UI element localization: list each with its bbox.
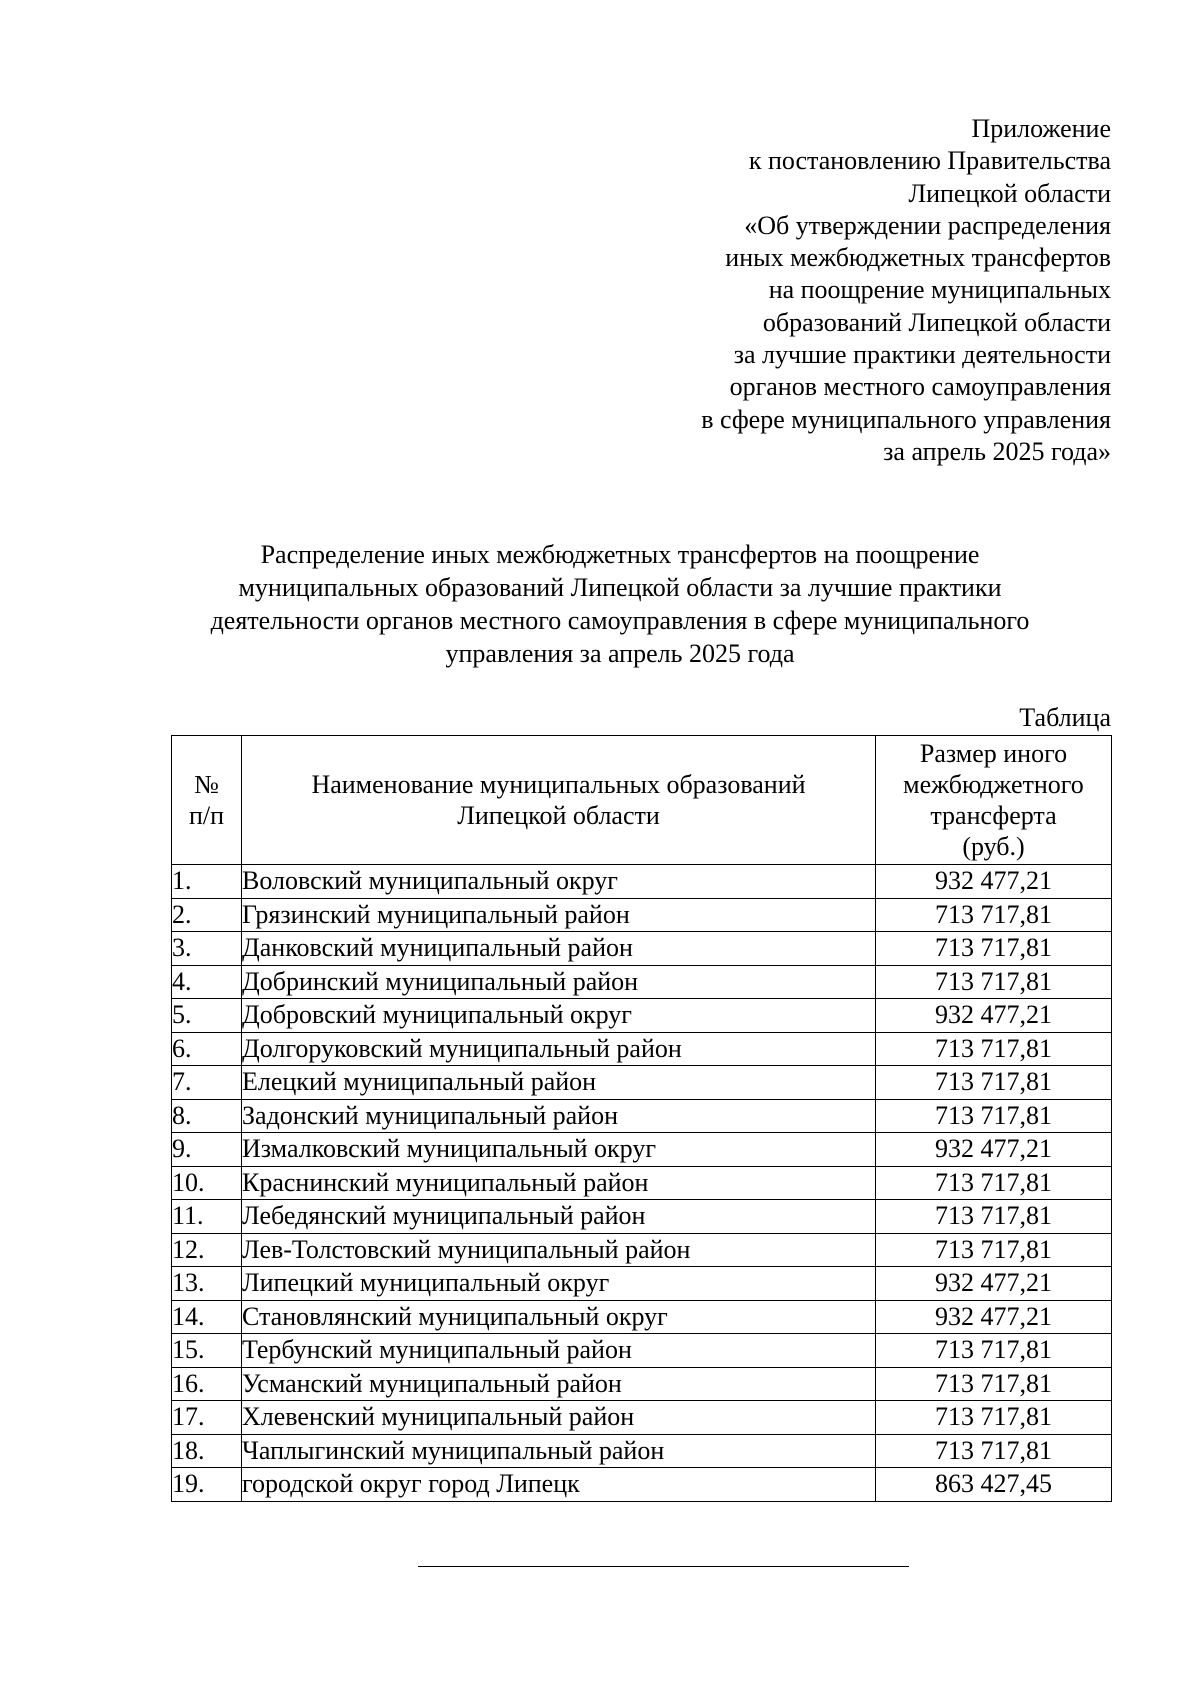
row-amount: 713 717,81: [876, 898, 1112, 932]
row-number: 18.: [172, 1434, 242, 1468]
table-row: [172, 898, 1112, 932]
row-name: Становлянский муниципальный округ: [242, 1300, 876, 1334]
table-label: Таблица: [1019, 703, 1111, 732]
row-name: Чаплыгинский муниципальный район: [242, 1434, 876, 1468]
table-row: [172, 865, 1112, 899]
row-number: 5.: [172, 999, 242, 1033]
title-line: муниципальных образований Липецкой области за лучшие практики: [238, 573, 1002, 602]
row-number: 19.: [172, 1468, 242, 1502]
row-amount: 713 717,81: [876, 1166, 1112, 1200]
row-number: 17.: [172, 1401, 242, 1435]
title-line: управления за апрель 2025 года: [445, 639, 795, 668]
row-number: 8.: [172, 1099, 242, 1133]
row-amount: 713 717,81: [876, 1032, 1112, 1066]
row-name: Долгоруковский муниципальный район: [242, 1032, 876, 1066]
row-amount: 713 717,81: [876, 1334, 1112, 1368]
table-row: [172, 1032, 1112, 1066]
table-row: [172, 1233, 1112, 1267]
table-row: [172, 1334, 1112, 1368]
header-name: Наименование муниципальных образований Липецкой области: [242, 736, 876, 865]
row-amount: 713 717,81: [876, 1434, 1112, 1468]
row-name: Задонский муниципальный район: [242, 1099, 876, 1133]
row-number: 10.: [172, 1166, 242, 1200]
row-name: Тербунский муниципальный район: [242, 1334, 876, 1368]
row-number: 11.: [172, 1200, 242, 1234]
row-name: городской округ город Липецк: [242, 1468, 876, 1502]
title-line: Распределение иных межбюджетных трансфертов на поощрение: [260, 540, 980, 569]
row-name: Лев-Толстовский муниципальный район: [242, 1233, 876, 1267]
row-name: Липецкий муниципальный округ: [242, 1267, 876, 1301]
table-row: [172, 932, 1112, 966]
table-row: [172, 1300, 1112, 1334]
annex-line: за апрель 2025 года»: [883, 436, 1111, 466]
row-amount: 932 477,21: [876, 999, 1112, 1033]
table-row: [172, 1200, 1112, 1234]
row-number: 7.: [172, 1066, 242, 1100]
annex-line: к постановлению Правительства: [748, 146, 1111, 176]
annex-line: «Об утверждении распределения: [744, 210, 1111, 240]
table-row: [172, 1133, 1112, 1167]
table-row: [172, 1099, 1112, 1133]
row-amount: 863 427,45: [876, 1468, 1112, 1502]
row-number: 1.: [172, 865, 242, 899]
row-number: 15.: [172, 1334, 242, 1368]
table-row: [172, 965, 1112, 999]
table-row: [172, 1401, 1112, 1435]
row-amount: 713 717,81: [876, 932, 1112, 966]
table-row: [172, 1166, 1112, 1200]
table-row: [172, 1367, 1112, 1401]
annex-line: Приложение: [971, 114, 1111, 143]
row-number: 2.: [172, 898, 242, 932]
row-amount: 713 717,81: [876, 965, 1112, 999]
row-name: Грязинский муниципальный район: [242, 898, 876, 932]
row-name: Воловский муниципальный округ: [242, 865, 876, 899]
table-row: [172, 1066, 1112, 1100]
annex-line: органов местного самоуправления: [729, 372, 1111, 402]
table-row: [172, 1468, 1112, 1502]
row-name: Елецкий муниципальный район: [242, 1066, 876, 1100]
row-amount: 932 477,21: [876, 865, 1112, 899]
row-amount: 713 717,81: [876, 1066, 1112, 1100]
row-amount: 713 717,81: [876, 1200, 1112, 1234]
row-number: 12.: [172, 1233, 242, 1267]
row-number: 14.: [172, 1300, 242, 1334]
footer-divider: [418, 1566, 909, 1567]
row-number: 16.: [172, 1367, 242, 1401]
annex-line: в сфере муниципального управления: [701, 404, 1111, 434]
title-line: деятельности органов местного самоуправления в сфере муниципального: [210, 606, 1030, 635]
row-name: Измалковский муниципальный округ: [242, 1133, 876, 1167]
row-name: Добринский муниципальный район: [242, 965, 876, 999]
row-amount: 713 717,81: [876, 1401, 1112, 1435]
row-name: Краснинский муниципальный район: [242, 1166, 876, 1200]
row-amount: 932 477,21: [876, 1133, 1112, 1167]
annex-block: [511, 113, 1111, 468]
table-header-row: [172, 736, 1112, 865]
row-number: 9.: [172, 1133, 242, 1167]
distribution-table: [171, 735, 1112, 1502]
row-amount: 713 717,81: [876, 1233, 1112, 1267]
row-number: 13.: [172, 1267, 242, 1301]
header-amount: Размер иного межбюджетного трансферта (руб.): [876, 736, 1112, 865]
annex-line: на поощрение муниципальных: [768, 275, 1111, 305]
row-name: Лебедянский муниципальный район: [242, 1200, 876, 1234]
table-row: [172, 1434, 1112, 1468]
row-amount: 932 477,21: [876, 1300, 1112, 1334]
annex-line: образований Липецкой области: [762, 307, 1111, 337]
header-number: № п/п: [172, 736, 242, 865]
table-row: [172, 999, 1112, 1033]
table-row: [172, 1267, 1112, 1301]
row-amount: 713 717,81: [876, 1367, 1112, 1401]
row-name: Добровский муниципальный округ: [242, 999, 876, 1033]
row-number: 3.: [172, 932, 242, 966]
annex-line: иных межбюджетных трансфертов: [725, 243, 1111, 273]
row-amount: 713 717,81: [876, 1099, 1112, 1133]
document-title: [170, 538, 1070, 670]
row-number: 4.: [172, 965, 242, 999]
row-name: Данковский муниципальный район: [242, 932, 876, 966]
row-name: Усманский муниципальный район: [242, 1367, 876, 1401]
annex-line: Липецкой области: [908, 178, 1111, 208]
annex-line: за лучшие практики деятельности: [733, 340, 1111, 370]
row-amount: 932 477,21: [876, 1267, 1112, 1301]
row-number: 6.: [172, 1032, 242, 1066]
row-name: Хлевенский муниципальный район: [242, 1401, 876, 1435]
